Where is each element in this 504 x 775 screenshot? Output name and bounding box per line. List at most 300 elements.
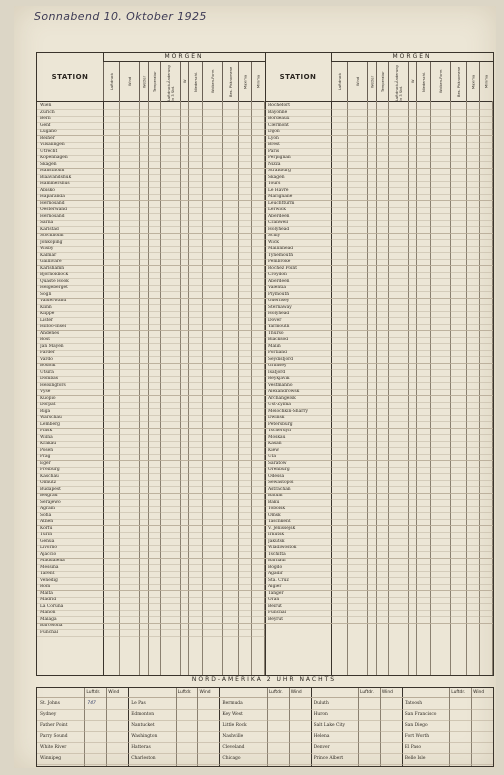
north-america-wind-header: Wind — [473, 688, 493, 698]
right-station-name: Straßburg — [268, 168, 291, 173]
right-station-name: Ufa — [268, 454, 276, 459]
right-column-header: Wolken-Form — [430, 62, 451, 101]
right-row-rule — [265, 486, 493, 487]
right-station-name: Wick — [268, 239, 279, 245]
left-station-name: Genua — [40, 538, 55, 544]
right-row-rule — [265, 142, 493, 143]
right-station-name: Le Havre — [268, 187, 289, 193]
north-america-block — [128, 688, 220, 766]
left-station-name: Haparanda — [40, 194, 65, 199]
right-row-rule — [265, 421, 493, 422]
right-row-rule — [265, 207, 493, 208]
right-row-rule — [265, 304, 493, 305]
left-station-name: Helgeberget — [40, 285, 68, 290]
right-row-rule — [265, 382, 493, 383]
left-station-name: Hammershus — [40, 181, 70, 186]
right-row-rule — [265, 369, 493, 370]
right-column-header: Luftdruck-Änderung in 3 Std. — [388, 62, 409, 101]
right-row-rule — [265, 428, 493, 429]
left-row-rule — [37, 512, 265, 513]
right-row-rule — [265, 246, 493, 247]
right-station-name: Omsk — [268, 512, 281, 518]
right-station-name: Sternaway — [268, 304, 292, 310]
left-station-name: Helsingfors — [40, 382, 66, 388]
left-row-rule — [37, 311, 265, 312]
right-row-rule — [265, 480, 493, 481]
right-station-name: Kasan — [268, 441, 282, 446]
right-station-name: Ust-Zylma — [268, 402, 291, 407]
right-row-rule — [265, 610, 493, 611]
left-column-header: Wind — [119, 62, 140, 101]
left-station-name: Belgrad — [40, 493, 58, 498]
left-row-rule — [37, 168, 265, 169]
left-station-name: Sogli — [40, 291, 52, 297]
right-station-name: Paris — [268, 148, 280, 154]
right-half — [265, 53, 493, 675]
north-america-city: Charleston — [131, 756, 156, 761]
left-row-rule — [37, 421, 265, 422]
left-row-rule — [37, 330, 265, 331]
north-america-row-rule — [37, 753, 128, 754]
left-station-name: Jönköping — [40, 239, 63, 245]
north-america-header-rule — [128, 697, 219, 698]
left-row-rule — [37, 122, 265, 123]
right-row-rule — [265, 324, 493, 325]
right-row-rule — [265, 597, 493, 598]
left-station-name: Kalmar — [40, 252, 57, 258]
left-station-name: Vyse — [40, 389, 51, 394]
left-row-rule — [37, 343, 265, 344]
right-row-rule — [265, 161, 493, 162]
left-row-rule — [37, 129, 265, 130]
left-row-rule — [37, 415, 265, 416]
right-row-rule — [265, 441, 493, 442]
north-america-city: Nashville — [222, 734, 244, 739]
left-station-name: Quaste Hook — [40, 278, 69, 284]
left-row-rule — [37, 135, 265, 136]
right-station-name: Leuchtturm — [268, 200, 295, 206]
left-column-header: Temperatur — [148, 62, 161, 101]
left-row-rule — [37, 376, 265, 377]
left-station-name: Stockholm — [40, 233, 64, 238]
north-america-column-rule — [289, 688, 290, 766]
north-america-row-rule — [311, 742, 402, 743]
right-station-name: Isafjord — [268, 369, 286, 375]
left-row-rule — [37, 194, 265, 195]
left-station-name: Karlstad — [40, 226, 59, 232]
right-row-rule — [265, 454, 493, 455]
right-station-name: Barnaul — [268, 558, 286, 563]
left-station-name: Dombas — [40, 376, 59, 381]
north-america-row-rule — [402, 731, 493, 732]
north-america-row-rule — [219, 742, 310, 743]
left-station-name: Jan Mayen — [40, 343, 64, 349]
north-america-header-rule — [311, 697, 402, 698]
left-station-name: Prag — [40, 454, 51, 459]
right-station-name: Algier — [268, 584, 282, 589]
left-row-rule — [37, 285, 265, 286]
left-row-rule — [37, 187, 265, 188]
left-station-name: Sofia — [40, 512, 52, 518]
right-row-rule — [265, 259, 493, 260]
north-america-city: Winnipeg — [40, 756, 62, 761]
right-station-name: Agadir — [268, 571, 283, 576]
left-station-name: Dorpat — [40, 402, 56, 407]
right-station-name: Beyrut — [268, 616, 283, 622]
right-row-rule — [265, 343, 493, 344]
north-america-block — [37, 688, 129, 766]
right-station-name: Tanger — [268, 590, 284, 596]
left-row-rule — [37, 545, 265, 546]
left-column-header: Bes. Phänomene — [222, 62, 239, 101]
right-column-header: Temperatur — [376, 62, 389, 101]
right-station-name: Malin — [268, 343, 281, 349]
left-row-rule — [37, 590, 265, 591]
right-row-rule — [265, 187, 493, 188]
left-row-rule — [37, 636, 265, 637]
right-row-rule — [265, 285, 493, 286]
right-row-rule — [265, 415, 493, 416]
north-america-row-rule — [311, 720, 402, 721]
left-column-header: Minima — [251, 62, 265, 101]
right-row-rule — [265, 512, 493, 513]
north-america-header-rule — [402, 697, 493, 698]
right-row-rule — [265, 220, 493, 221]
right-row-rule — [265, 350, 493, 351]
left-column-header: Niederschl. — [188, 62, 203, 101]
right-row-rule — [265, 356, 493, 357]
left-row-rule — [37, 395, 265, 396]
left-row-rule — [37, 571, 265, 572]
left-row-rule — [37, 356, 265, 357]
right-column-headers — [331, 62, 493, 102]
right-row-rule — [265, 233, 493, 234]
north-america-row-rule — [402, 753, 493, 754]
left-station-header: STATION — [37, 53, 103, 102]
north-america-city: White River — [40, 745, 67, 750]
right-station-name: V. Jenissejsk — [268, 525, 296, 531]
right-station-name: Yarmouth — [268, 324, 290, 329]
left-column-header: Wolken-Form — [202, 62, 223, 101]
right-station-header: STATION — [265, 53, 331, 102]
left-station-name: Madrid — [40, 597, 57, 602]
right-station-name: Tscherdyn — [268, 428, 291, 433]
right-row-rule — [265, 616, 493, 617]
north-america-luftdr-header: Luftdr. — [451, 688, 473, 698]
right-row-rule — [265, 200, 493, 201]
left-station-name: Eger — [40, 460, 51, 466]
right-station-name: Guernsey — [268, 298, 290, 303]
right-station-name: Oran — [268, 597, 280, 602]
right-station-name: Melochkin-Sharry — [268, 408, 308, 414]
right-row-rule — [265, 311, 493, 312]
right-station-name: Orenburg — [268, 467, 290, 472]
north-america-wind-header: Wind — [382, 688, 402, 698]
north-america-city: Washington — [131, 734, 158, 739]
north-america-block — [311, 688, 403, 766]
right-row-rule — [265, 577, 493, 578]
right-station-name: Beirut — [268, 603, 282, 609]
right-station-name: Lerwick — [268, 207, 286, 212]
left-row-rule — [37, 434, 265, 435]
left-row-rule — [37, 558, 265, 559]
left-station-name: Klinn — [40, 304, 52, 310]
left-row-rule — [37, 109, 265, 110]
left-station-name: Oesterwand — [40, 207, 67, 212]
right-column-header: Minima — [479, 62, 493, 101]
right-station-name: Seydisfjord — [268, 356, 294, 362]
right-column-header: Wind — [347, 62, 368, 101]
left-station-name: Wisby — [40, 246, 54, 251]
north-america-city: Sydney — [40, 712, 57, 717]
right-row-rule — [265, 473, 493, 474]
left-row-rule — [37, 226, 265, 227]
north-america-row-rule — [219, 764, 310, 765]
north-america-row-rule — [311, 731, 402, 732]
north-america-column-rule — [449, 688, 450, 766]
north-america-luftdr-header: Luftdr. — [360, 688, 382, 698]
right-station-name: Irkutsk — [268, 532, 284, 537]
left-row-rule — [37, 480, 265, 481]
left-row-rule — [37, 259, 265, 260]
north-america-city: San Diego — [404, 723, 428, 728]
right-station-name: Blacksod — [268, 337, 289, 342]
right-station-name: Reykjavik — [268, 376, 290, 381]
north-america-city: Belle Isle — [404, 756, 426, 761]
left-station-name: Blaavandshuk — [40, 174, 72, 180]
left-row-rule — [37, 506, 265, 507]
left-station-name: Kopenhagen — [40, 155, 68, 160]
north-america-column-rule — [358, 688, 359, 766]
north-america-row-rule — [37, 731, 128, 732]
right-row-rule — [265, 506, 493, 507]
left-station-name: Genf — [40, 122, 51, 128]
left-station-name: Valderwand — [40, 298, 67, 303]
right-station-name: Jakutsk — [268, 538, 285, 544]
north-america-city: Father Point — [40, 723, 68, 728]
right-row-rule — [265, 434, 493, 435]
north-america-wind-header: Wind — [108, 688, 128, 698]
north-america-city: Little Rock — [222, 723, 247, 728]
left-row-rule — [37, 538, 265, 539]
north-america-block — [219, 688, 311, 766]
right-row-rule — [265, 603, 493, 604]
left-row-rule — [37, 200, 265, 201]
north-america-row-rule — [402, 742, 493, 743]
right-row-rule — [265, 402, 493, 403]
left-station-name: Lister — [40, 317, 54, 323]
north-america-city: Nantucket — [131, 723, 155, 728]
north-america-city: Duluth — [313, 701, 329, 706]
left-row-rule — [37, 473, 265, 474]
right-row-rule — [265, 109, 493, 110]
north-america-city: Bermuda — [222, 701, 243, 706]
right-station-name: Marignane — [268, 194, 293, 199]
left-station-name: Turin — [40, 532, 53, 537]
right-station-name: Tobolsk — [268, 506, 286, 511]
right-station-name: Funchal — [268, 610, 287, 615]
right-row-rule — [265, 278, 493, 279]
right-station-name: Dwinsk — [268, 415, 285, 420]
right-station-name: Cranwell — [268, 220, 289, 225]
right-row-rule — [265, 317, 493, 318]
north-america-city: El Paso — [404, 745, 422, 750]
north-america-column-rule — [197, 688, 198, 766]
right-station-name: Baku — [268, 499, 280, 505]
left-row-rule — [37, 116, 265, 117]
left-station-name: Kaschau — [40, 473, 59, 479]
left-row-rule — [37, 525, 265, 526]
north-america-block — [402, 688, 493, 766]
left-station-name: Riga — [40, 408, 51, 414]
left-row-rule — [37, 389, 265, 390]
handwritten-date: Sonnabend 10. Oktober 1925 — [34, 10, 207, 23]
right-row-rule — [265, 564, 493, 565]
right-station-name: Aberdeen — [268, 213, 290, 219]
north-america-column-rule — [84, 688, 85, 766]
left-row-rule — [37, 408, 265, 409]
right-station-name: Nizza — [268, 161, 281, 167]
left-station-name: Tarent — [40, 571, 55, 576]
left-column-header: Wetter — [139, 62, 149, 101]
left-morgen-header: MORGEN — [103, 53, 265, 62]
north-america-row-rule — [311, 764, 402, 765]
weather-table — [36, 52, 494, 676]
left-station-name: Maddalena — [40, 558, 65, 563]
left-station-name: Agram — [40, 506, 55, 511]
left-station-name: Livorno — [40, 545, 58, 550]
left-station-name: Warschau — [40, 415, 62, 420]
left-row-rule — [37, 577, 265, 578]
right-row-rule — [265, 194, 493, 195]
left-station-name: Venedig — [40, 577, 58, 583]
left-station-name: Skagen — [40, 161, 57, 167]
north-america-column-rule — [267, 688, 268, 766]
right-station-name: Plymouth — [268, 291, 290, 297]
right-station-name: Grimsey — [268, 363, 287, 368]
north-america-city: Key West — [222, 712, 243, 717]
left-station-name: Karlshamn — [40, 265, 65, 271]
north-america-row-rule — [37, 709, 128, 710]
right-row-rule — [265, 213, 493, 214]
right-row-rule — [265, 337, 493, 338]
right-row-rule — [265, 363, 493, 364]
right-row-rule — [265, 545, 493, 546]
north-america-luftdr-header: Luftdr. — [269, 688, 291, 698]
left-row-rule — [37, 161, 265, 162]
north-america-row-rule — [128, 709, 219, 710]
right-station-name: Rochez Point — [268, 265, 297, 271]
left-row-rule — [37, 564, 265, 565]
left-row-rule — [37, 350, 265, 351]
left-station-name: Vilsalingen — [40, 142, 65, 147]
left-station-name: Athen — [40, 519, 54, 524]
left-station-name: Utsira — [40, 369, 54, 375]
right-row-rule — [265, 330, 493, 331]
north-america-pressure-value: 747 — [87, 701, 96, 706]
north-america-row-rule — [219, 731, 310, 732]
left-row-rule — [37, 317, 265, 318]
right-station-name: Perpignan — [268, 155, 291, 160]
north-america-city: Cleveland — [222, 745, 245, 750]
left-row-rule — [37, 148, 265, 149]
right-station-name: Moskau — [268, 434, 286, 440]
right-station-name: Wladiwostok — [268, 545, 297, 550]
north-america-city: Chicago — [222, 756, 241, 761]
right-station-name: Bayonne — [268, 109, 288, 115]
north-america-header-rule — [37, 697, 128, 698]
left-station-name: Klippe — [40, 311, 55, 316]
right-station-name: Petersburg — [268, 421, 293, 427]
left-column-header: Maxima — [238, 62, 252, 101]
left-station-column — [37, 53, 104, 675]
right-row-rule — [265, 590, 493, 591]
north-america-row-rule — [402, 764, 493, 765]
left-station-name: Freiburg — [40, 467, 60, 472]
left-row-rule — [37, 616, 265, 617]
left-row-rule — [37, 298, 265, 299]
right-row-rule — [265, 265, 493, 266]
north-america-row-rule — [128, 731, 219, 732]
left-station-name: Messina — [40, 564, 59, 570]
north-america-row-rule — [402, 720, 493, 721]
right-row-rule — [265, 148, 493, 149]
north-america-city: Hatteras — [131, 745, 151, 750]
right-station-name: Batum — [268, 493, 283, 498]
left-row-rule — [37, 441, 265, 442]
right-station-name: Aberdeen — [268, 278, 290, 284]
right-station-name: Taschkent — [268, 519, 291, 524]
left-station-name: Krakau — [40, 441, 57, 446]
right-row-rule — [265, 226, 493, 227]
left-row-rule — [37, 369, 265, 370]
north-america-row-rule — [219, 709, 310, 710]
right-station-name: Bogdo — [268, 564, 283, 570]
left-station-name: Vardö — [40, 356, 53, 362]
left-row-rule — [37, 207, 265, 208]
north-america-luftdr-header: Luftdr. — [178, 688, 200, 698]
right-row-rule — [265, 376, 493, 377]
left-row-rule — [37, 597, 265, 598]
north-america-row-rule — [402, 709, 493, 710]
north-america-row-rule — [128, 753, 219, 754]
left-station-name: Funchal — [40, 629, 59, 635]
right-station-name: Dover — [268, 317, 282, 323]
left-station-name: Kuopio — [40, 395, 56, 401]
right-station-name: Archangelsk — [268, 395, 296, 401]
left-station-name: Budapest — [40, 486, 61, 492]
right-station-name: Astrachan — [268, 486, 291, 492]
north-america-city: Denver — [313, 745, 330, 750]
right-row-rule — [265, 239, 493, 240]
left-row-rule — [37, 337, 265, 338]
right-station-name: Croydon — [268, 272, 287, 277]
right-station-name: Brest — [268, 142, 280, 147]
left-station-name: Malaga — [40, 616, 57, 622]
north-america-row-rule — [311, 709, 402, 710]
left-row-rule — [37, 363, 265, 364]
left-row-rule — [37, 239, 265, 240]
left-row-rule — [37, 499, 265, 500]
left-station-name: Bern — [40, 116, 51, 121]
right-station-name: Sta. Cruz — [268, 577, 289, 583]
right-row-rule — [265, 525, 493, 526]
right-station-name: Tours — [268, 181, 281, 186]
right-station-name: Scilly — [268, 233, 281, 238]
right-row-rule — [265, 168, 493, 169]
right-row-rule — [265, 395, 493, 396]
right-row-rule — [265, 467, 493, 468]
